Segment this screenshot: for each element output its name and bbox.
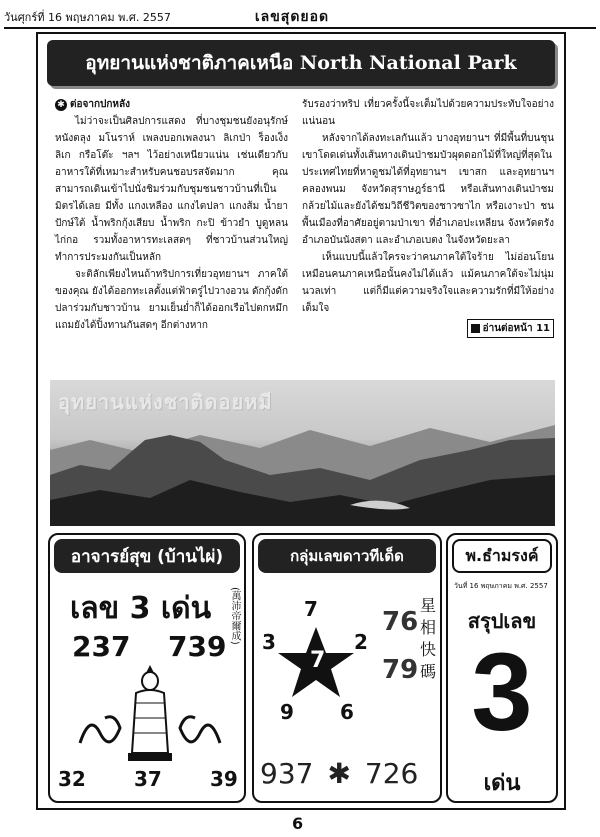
- page-number: 6: [292, 814, 304, 833]
- star-center-number: 7: [310, 648, 326, 673]
- square-bullet-icon: [471, 324, 480, 333]
- highlight-number: 76: [382, 607, 419, 637]
- chinese-note: (萬沛帝爾成): [229, 587, 240, 645]
- star-number-panel: [252, 533, 442, 803]
- buddha-naga-illustration: [70, 663, 230, 763]
- paragraph: รับรองว่าทริป เที่ยวครั้งนี้จะเต็มไปด้วยความประทับใจอย่างแน่นอน: [302, 99, 554, 127]
- pair-number-right: 739: [168, 630, 227, 663]
- article-banner: [47, 40, 555, 86]
- paragraph: หลังจากได้ลงทะเลกันแล้ว บางอุทยานฯ ที่มีพื้นที่บนชุนเขาโดดเด่นทั้งเส้นทางเดินป่าชมบัวผุดดอกไม้ที่ใหญ่ที่สุดในประเทศไทยที่หาดูชมได้ที่อุทยานฯ เขาสก และอุทยานฯ คลองพนม จังหวัดสุราษฎร์ธานี หรือเส้นทางเดินป่าชมกล้วยไม้และยังได้ชมวิถีชีวิตของชาวซาไก หรือเงาะป่า ชนพื้นเมืองที่อาศัยอยู่ตามป่าเขา ที่อำเภอปะเหลียน จังหวัดตรัง อำเภอบันนังสตา และอำเภอเบตง ในจังหวัดยะลา: [302, 133, 554, 246]
- star-number-right: 2: [354, 630, 368, 654]
- photo-caption: อุทยานแห่งชาติดอยหมี: [58, 390, 273, 414]
- panel-title: พ.ธำมรงค์: [452, 539, 552, 573]
- bottom-number-right: 726: [364, 757, 419, 790]
- thammarong-panel: [446, 533, 558, 803]
- summary-label: สรุปเลข: [467, 609, 537, 633]
- paragraph: ไม่ว่าจะเป็นศิลปการแสดง ที่บางชุมชนยังอนุรักษ์หนังตลุง มโนราห์ เพลงบอกเพลงนา ลิเกป่า ร็องเง็ง ลิเก กรือโต๊ะ ฯลฯ ไว้อย่างเหนียวแน่น เช่นเดียวกับอาหารใต้ที่เหมาะสำหรับคนชอบรสจัดมาก คุณสามารถเดินเข้าไปนั่งชิมร่วมกับชุมชนชาวบ้านที่เป็นมิตรได้เลย มีทั้ง แกงเหลือง แกงไตปลา แกงส้ม น้ำยาปักษ์ใต้ น้ำพริกกุ้งเสียบ น้ำพริก กะปิ ข้าวยำ บูดูหลน ไก่กอ รวมทั้งอาหารทะเลสดๆ ที่ชาวบ้านส่วนใหญ่ทำการประมงกันเป็นหลัก: [55, 116, 288, 263]
- read-more-link[interactable]: อ่านต่อหน้า 11: [467, 319, 554, 338]
- bottom-number: 37: [134, 767, 162, 791]
- panel-title: กลุ่มเลขดาวทีเด็ด: [258, 539, 436, 573]
- highlight-number: 79: [382, 655, 419, 685]
- paragraph: เห็นแบบนี้แล้วใครจะว่าคนภาคใต้ใจร้าย ไม่อ่อนโยนเหมือนคนภาคเหนือนั้นคงไม่ได้แล้ว แม้คนภาคใต้จะไม่นุ่มนวลเท่า แต่ก็มีแต่ความจริงใจและความรักที่มีให้อย่างเต็มใจ: [302, 252, 554, 314]
- star-number-top: 7: [304, 597, 318, 621]
- issue-date: วันศุกร์ที่ 16 พฤษภาคม พ.ศ. 2557: [4, 11, 171, 24]
- bottom-number: 32: [58, 767, 86, 791]
- masthead: เลขสุดยอด: [254, 9, 330, 25]
- page-header: [0, 0, 600, 30]
- article-left-column: [55, 96, 288, 334]
- achan-suk-panel: [48, 533, 246, 803]
- panel-date: วันที่ 16 พฤษภาคม พ.ศ. 2557: [454, 582, 548, 590]
- bottom-numbers: [260, 757, 418, 790]
- summary-digit: 3: [471, 631, 533, 754]
- star-number-bottom-right: 6: [340, 700, 354, 724]
- bottom-number-left: 937: [260, 757, 314, 790]
- pair-number-left: 237: [72, 630, 131, 663]
- chinese-text: 星相快碼: [420, 596, 437, 681]
- banner-title: อุทยานแห่งชาติภาคเหนือ North National Park: [85, 52, 517, 74]
- park-photo: [50, 380, 555, 526]
- prominent-label: เด่น: [483, 771, 521, 796]
- asterisk-icon: ✱: [327, 757, 351, 790]
- header-rule: [4, 27, 596, 29]
- lucky-number-label: เลข 3 เด่น: [70, 591, 212, 626]
- star-number-left: 3: [262, 630, 276, 654]
- panel-title: อาจารย์สุข (บ้านไผ่): [54, 539, 240, 573]
- continued-label: ✱ ต่อจากปกหลัง: [55, 96, 288, 113]
- star-icon: ✱: [55, 99, 67, 111]
- bottom-number: 39: [210, 767, 238, 791]
- star-number-bottom-left: 9: [280, 700, 294, 724]
- paragraph: จะติลักเพียงไหนถ้าทริปการเที่ยวอุทยานฯ ภาคใต้ของคุณ ยังได้ออกทะเลตั้งแต่ฟ้าตรู่ไปวางอวน ดักกุ้งดักปลาร่วมกับชาวบ้าน ยามเย็นย่ำก็ได้ออกเรือไปตกหมึก แถมยังได้ปิ้งทานกันสดๆ อีกต่างหาก: [55, 269, 288, 331]
- article-right-column: [302, 96, 554, 338]
